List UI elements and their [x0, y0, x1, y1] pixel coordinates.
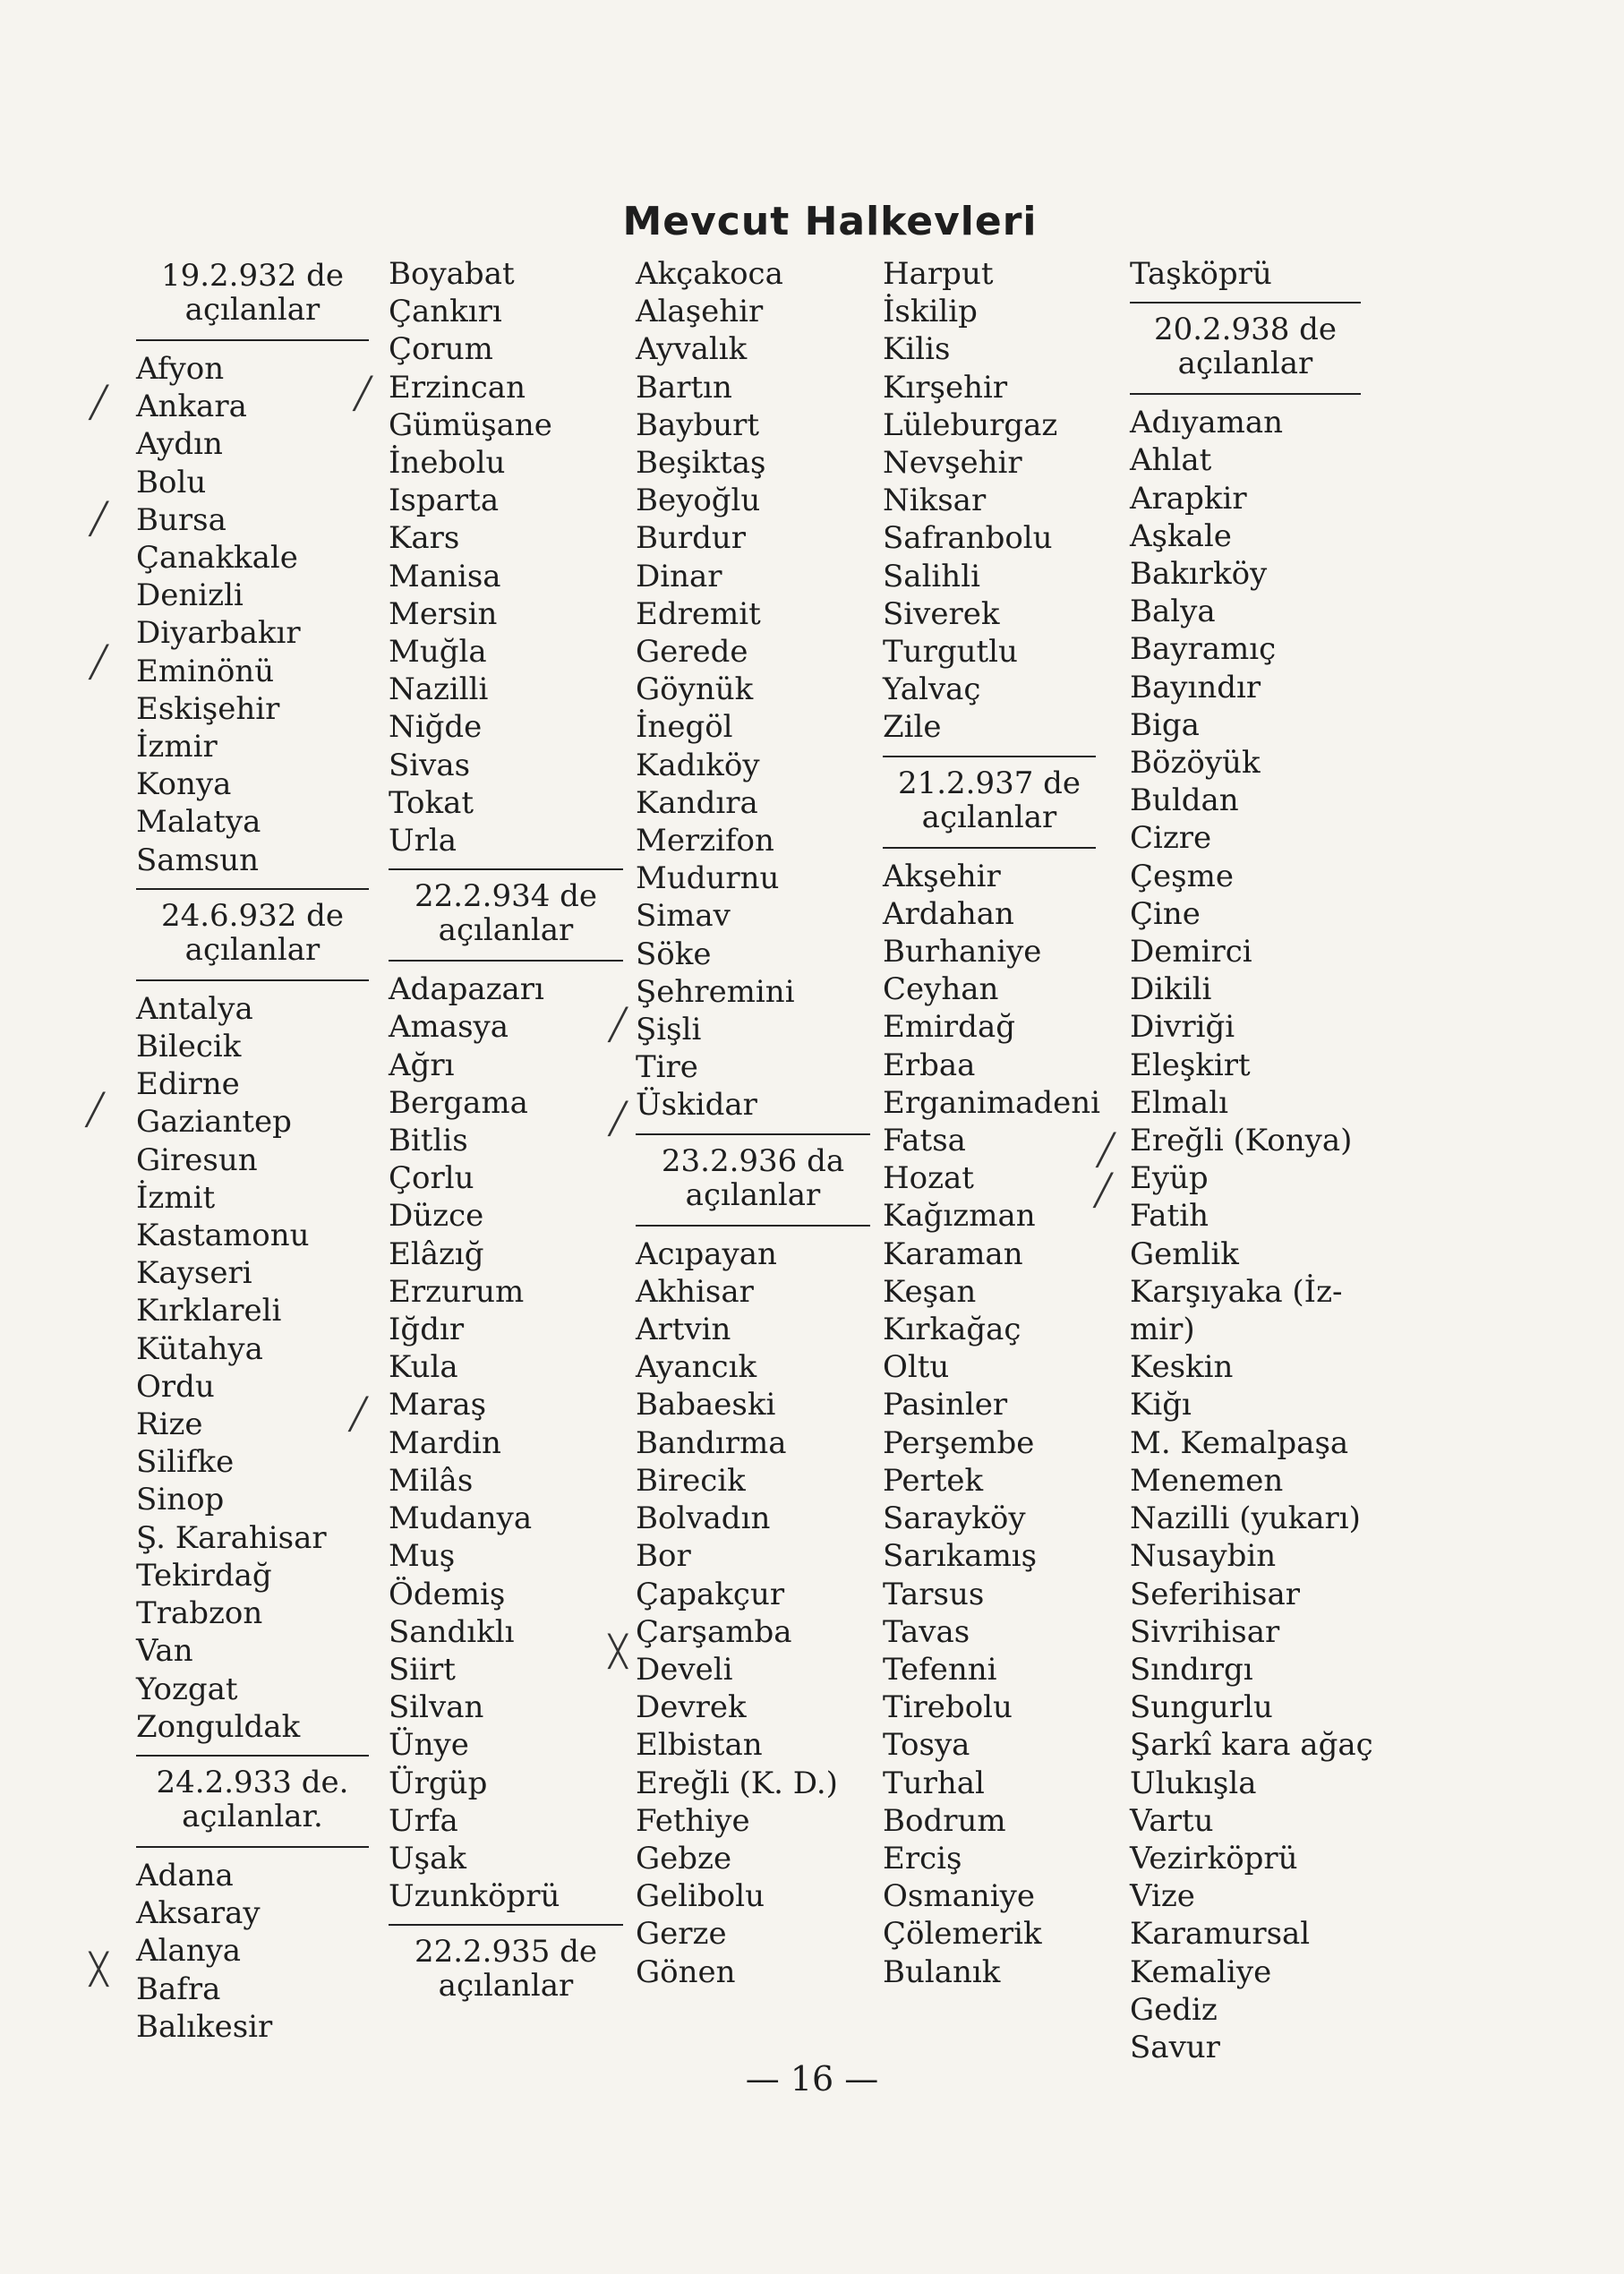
- city-item: Şişli: [636, 1012, 702, 1048]
- city-item: Keşan: [883, 1273, 977, 1310]
- city-item: Siverek: [883, 595, 1000, 632]
- city-item: Tosya: [883, 1727, 970, 1764]
- city-item: Siirt: [389, 1651, 456, 1688]
- city-item: Akhisar: [636, 1273, 754, 1310]
- divider-rule: [636, 1133, 870, 1135]
- city-item: Ardahan: [883, 895, 1014, 932]
- city-item: Elâzığ: [389, 1235, 484, 1272]
- pencil-check-mark: ╱: [90, 385, 108, 421]
- city-item: Lüleburgaz: [883, 406, 1058, 443]
- date-heading: açılanlar: [1177, 346, 1313, 382]
- city-item: Eyüp: [1130, 1160, 1209, 1197]
- city-item: Çanakkale: [136, 540, 298, 577]
- city-item: Eleşkirt: [1130, 1047, 1251, 1083]
- city-item: Gümüşane: [389, 406, 552, 443]
- city-item: Bodrum: [883, 1802, 1006, 1839]
- city-item: Fatih: [1130, 1198, 1209, 1235]
- city-item: Devrek: [636, 1689, 747, 1726]
- city-item: Oltu: [883, 1349, 950, 1386]
- city-item: Ulukışla: [1130, 1765, 1257, 1801]
- city-item: Develi: [636, 1651, 733, 1688]
- city-item: Safranbolu: [883, 520, 1053, 557]
- city-item: Çorlu: [389, 1160, 474, 1197]
- city-item: Biga: [1130, 706, 1200, 743]
- pencil-check-mark: ╱: [90, 501, 108, 537]
- city-item: Elbistan: [636, 1727, 763, 1764]
- city-item: Burhaniye: [883, 934, 1042, 970]
- column-5: [1130, 255, 1373, 2066]
- date-heading: 21.2.937 de: [897, 765, 1081, 801]
- divider-rule: [1130, 393, 1361, 395]
- city-item: Gaziantep: [136, 1104, 292, 1141]
- city-item: Uşak: [389, 1840, 466, 1876]
- pencil-check-mark: ╱: [86, 1092, 105, 1128]
- city-item: Malatya: [136, 804, 261, 841]
- date-heading: 22.2.935 de: [414, 1934, 598, 1971]
- city-item: Adıyaman: [1130, 405, 1284, 441]
- date-heading: 24.6.932 de: [160, 897, 345, 934]
- city-item: Mudanya: [389, 1500, 533, 1537]
- city-item: Ayancık: [636, 1349, 757, 1386]
- city-item: Osmaniye: [883, 1878, 1035, 1915]
- city-item: İzmir: [136, 729, 218, 765]
- city-item: Gerze: [636, 1916, 727, 1953]
- city-item: Edirne: [136, 1066, 240, 1103]
- city-item: Muğla: [389, 634, 487, 671]
- city-item: Çankırı: [389, 294, 502, 330]
- city-item: Pasinler: [883, 1387, 1008, 1423]
- pencil-check-mark: ╳: [609, 1634, 628, 1670]
- city-item: Kadıköy: [636, 747, 760, 783]
- city-item: Yozgat: [136, 1671, 238, 1707]
- city-item: Nazilli (yukarı): [1130, 1500, 1361, 1537]
- city-item: Akçakoca: [636, 256, 783, 292]
- city-item: Taşköprü: [1130, 256, 1272, 292]
- city-item: Emirdağ: [883, 1009, 1015, 1046]
- city-item: Çorum: [389, 331, 493, 368]
- city-item: Elmalı: [1130, 1084, 1228, 1121]
- city-item: Bolvadın: [636, 1500, 771, 1537]
- divider-rule: [636, 1225, 870, 1227]
- city-item: Gemlik: [1130, 1235, 1239, 1272]
- divider-rule: [136, 979, 369, 981]
- city-item: Çeşme: [1130, 858, 1234, 894]
- city-item: Rize: [136, 1406, 203, 1443]
- city-item: Bartın: [636, 369, 732, 406]
- city-item: Kastamonu: [136, 1218, 310, 1254]
- divider-rule: [389, 1924, 623, 1926]
- city-item: Adapazarı: [389, 971, 544, 1008]
- city-item: Kilis: [883, 331, 951, 368]
- city-item: Bor: [636, 1538, 691, 1575]
- city-item: Giresun: [136, 1141, 258, 1178]
- city-item: Bursa: [136, 501, 227, 538]
- city-item: Vezirköprü: [1130, 1840, 1298, 1876]
- pencil-check-mark: ╳: [90, 1952, 108, 1988]
- divider-rule: [136, 339, 369, 341]
- city-item: Amasya: [389, 1009, 509, 1046]
- city-item: Denizli: [136, 577, 244, 614]
- divider-rule: [389, 960, 623, 962]
- city-item: Tekirdağ: [136, 1557, 272, 1594]
- city-item: Ereğli (K. D.): [636, 1765, 838, 1801]
- city-item: İnegöl: [636, 709, 733, 746]
- city-item: Kırklareli: [136, 1293, 282, 1329]
- city-item: Bayındır: [1130, 669, 1261, 705]
- date-heading: 19.2.932 de: [160, 258, 345, 294]
- city-item: Edremit: [636, 595, 761, 632]
- city-item: Mersin: [389, 595, 498, 632]
- pencil-check-mark: ╱: [1097, 1133, 1115, 1168]
- city-item: Bilecik: [136, 1029, 242, 1065]
- city-item: Bulanık: [883, 1953, 1001, 1990]
- date-heading: açılanlar: [438, 912, 574, 949]
- city-item: Ankara: [136, 389, 247, 425]
- city-item: Sandıklı: [389, 1613, 515, 1650]
- city-item: Maraş: [389, 1387, 487, 1423]
- city-item: Turgutlu: [883, 634, 1018, 671]
- city-item: Trabzon: [136, 1595, 263, 1632]
- city-item: Yalvaç: [883, 671, 981, 708]
- city-item: Şehremini: [636, 973, 795, 1010]
- city-item: Üskidar: [636, 1087, 757, 1124]
- divider-rule: [883, 756, 1096, 757]
- city-item: Kandıra: [636, 784, 758, 821]
- city-item: Babaeski: [636, 1387, 776, 1423]
- city-item: Çine: [1130, 895, 1201, 932]
- city-item: Cizre: [1130, 820, 1212, 857]
- city-item: Göynük: [636, 671, 754, 708]
- city-item: Konya: [136, 766, 232, 803]
- city-item: Bözöyük: [1130, 745, 1261, 782]
- city-item: Ağrı: [389, 1047, 455, 1083]
- city-item: Niksar: [883, 483, 987, 519]
- city-item: Salihli: [883, 558, 980, 594]
- city-item: Seferihisar: [1130, 1576, 1300, 1612]
- date-heading: açılanlar: [184, 931, 321, 968]
- city-item: Silifke: [136, 1444, 235, 1481]
- city-item: Erzurum: [389, 1273, 525, 1310]
- city-item: Beyoğlu: [636, 483, 761, 519]
- city-item: Bergama: [389, 1084, 528, 1121]
- date-heading: açılanlar: [921, 799, 1057, 835]
- city-item: Kula: [389, 1349, 458, 1386]
- city-item: Gelibolu: [636, 1878, 765, 1915]
- city-item: Gediz: [1130, 1991, 1218, 2028]
- city-item: Buldan: [1130, 782, 1239, 819]
- city-item: Demirci: [1130, 934, 1252, 970]
- divider-rule: [1130, 302, 1361, 303]
- city-item: Erbaa: [883, 1047, 976, 1083]
- city-item: Ödemiş: [389, 1576, 506, 1612]
- city-item: Ereğli (Konya): [1130, 1123, 1353, 1159]
- city-item: Artvin: [636, 1312, 731, 1348]
- city-item: mir): [1130, 1312, 1195, 1348]
- date-heading: açılanlar: [438, 1968, 574, 2005]
- city-item: Şarkî kara ağaç: [1130, 1727, 1373, 1764]
- city-item: Pertek: [883, 1462, 984, 1499]
- city-item: Bolu: [136, 464, 207, 500]
- date-heading: 23.2.936 da: [661, 1142, 845, 1179]
- pencil-check-mark: ╱: [354, 376, 372, 412]
- date-heading: 24.2.933 de.: [156, 1764, 349, 1800]
- city-item: M. Kemalpaşa: [1130, 1424, 1349, 1461]
- city-item: Tirebolu: [883, 1689, 1013, 1726]
- city-item: Silvan: [389, 1689, 484, 1726]
- date-heading: 22.2.934 de: [414, 878, 598, 915]
- column-3: [636, 255, 870, 1991]
- city-item: Tokat: [389, 784, 474, 821]
- city-item: Sarayköy: [883, 1500, 1026, 1537]
- city-item: Muş: [389, 1538, 456, 1575]
- city-item: Erzincan: [389, 369, 526, 406]
- city-item: Sivrihisar: [1130, 1613, 1280, 1650]
- city-item: Ayvalık: [636, 331, 748, 368]
- city-item: Sındırgı: [1130, 1651, 1253, 1688]
- date-heading: 20.2.938 de: [1153, 312, 1338, 348]
- city-item: Nevşehir: [883, 445, 1022, 482]
- city-item: Kiğı: [1130, 1387, 1192, 1423]
- city-item: Harput: [883, 256, 994, 292]
- city-item: Iğdır: [389, 1312, 465, 1348]
- city-item: Menemen: [1130, 1462, 1284, 1499]
- city-item: Bitlis: [389, 1123, 468, 1159]
- city-item: Zonguldak: [136, 1708, 301, 1745]
- date-heading: açılanlar: [184, 292, 321, 328]
- city-item: Afyon: [136, 351, 225, 387]
- city-item: Gerede: [636, 634, 748, 671]
- city-item: Akşehir: [883, 858, 1001, 894]
- city-item: Milâs: [389, 1462, 474, 1499]
- column-4: [883, 255, 1101, 1991]
- city-item: Ordu: [136, 1368, 215, 1405]
- city-item: Çarşamba: [636, 1613, 792, 1650]
- city-item: Mardin: [389, 1424, 501, 1461]
- city-item: Adana: [136, 1857, 234, 1894]
- city-item: Burdur: [636, 520, 747, 557]
- city-item: Bandırma: [636, 1424, 787, 1461]
- city-item: Nazilli: [389, 671, 489, 708]
- city-item: Isparta: [389, 483, 500, 519]
- city-item: Aydın: [136, 426, 223, 463]
- city-item: Kemaliye: [1130, 1953, 1272, 1990]
- city-item: Erciş: [883, 1840, 962, 1876]
- page-title: Mevcut Halkevleri: [622, 199, 1038, 244]
- city-item: Aşkale: [1130, 517, 1232, 554]
- city-item: Kütahya: [136, 1330, 263, 1367]
- city-item: Niğde: [389, 709, 483, 746]
- city-item: Kağızman: [883, 1198, 1036, 1235]
- city-item: Düzce: [389, 1198, 484, 1235]
- city-item: Çapakçur: [636, 1576, 785, 1612]
- city-item: Eminönü: [136, 653, 275, 689]
- city-item: Acıpayan: [636, 1235, 777, 1272]
- city-item: Karaman: [883, 1235, 1023, 1272]
- city-item: Tavas: [883, 1613, 970, 1650]
- city-item: Bayburt: [636, 406, 760, 443]
- city-item: Perşembe: [883, 1424, 1035, 1461]
- city-item: Çölemerik: [883, 1916, 1042, 1953]
- city-item: Dikili: [1130, 971, 1212, 1008]
- city-item: Boyabat: [389, 256, 515, 292]
- city-item: Balıkesir: [136, 2008, 273, 2045]
- city-item: Söke: [636, 936, 712, 972]
- column-2: [389, 255, 623, 2015]
- city-item: Bayramıç: [1130, 631, 1277, 668]
- city-item: Merzifon: [636, 823, 774, 859]
- city-item: Birecik: [636, 1462, 746, 1499]
- city-item: Erganimadeni: [883, 1084, 1101, 1121]
- city-item: Urfa: [389, 1802, 458, 1839]
- date-heading: açılanlar.: [182, 1798, 323, 1834]
- pencil-check-mark: ╱: [349, 1397, 368, 1432]
- city-item: Samsun: [136, 842, 260, 878]
- pencil-check-mark: ╱: [609, 1101, 628, 1137]
- city-item: Sivas: [389, 747, 471, 783]
- column-1: [136, 255, 369, 2046]
- city-item: Fethiye: [636, 1802, 750, 1839]
- city-item: Manisa: [389, 558, 501, 594]
- city-item: Savur: [1130, 2029, 1220, 2065]
- page-number: — 16 —: [745, 2059, 879, 2099]
- city-item: Kayseri: [136, 1255, 252, 1292]
- city-item: Hozat: [883, 1160, 974, 1197]
- city-item: Alaşehir: [636, 294, 764, 330]
- city-item: Karamursal: [1130, 1916, 1311, 1953]
- city-item: Keskin: [1130, 1349, 1234, 1386]
- city-item: Sarıkamış: [883, 1538, 1038, 1575]
- city-item: Bakırköy: [1130, 556, 1268, 593]
- city-item: Beşiktaş: [636, 445, 766, 482]
- divider-rule: [136, 1755, 369, 1757]
- city-item: Ceyhan: [883, 971, 999, 1008]
- city-item: Turhal: [883, 1765, 985, 1801]
- city-item: Ürgüp: [389, 1765, 488, 1801]
- city-item: Mudurnu: [636, 860, 780, 897]
- city-item: Dinar: [636, 558, 722, 594]
- city-item: Vartu: [1130, 1802, 1214, 1839]
- city-item: Ş. Karahisar: [136, 1519, 327, 1556]
- city-item: Tire: [636, 1049, 698, 1086]
- city-item: Karşıyaka (İz-: [1130, 1273, 1343, 1310]
- city-item: İzmit: [136, 1179, 216, 1216]
- city-item: Gebze: [636, 1840, 732, 1876]
- city-item: Sinop: [136, 1482, 225, 1518]
- city-item: Zile: [883, 709, 942, 746]
- city-item: Uzunköprü: [389, 1878, 560, 1915]
- city-item: Balya: [1130, 594, 1216, 630]
- city-item: İskilip: [883, 294, 978, 330]
- city-item: Kars: [389, 520, 460, 557]
- city-item: Tarsus: [883, 1576, 985, 1612]
- date-heading: açılanlar: [685, 1176, 821, 1213]
- city-item: Urla: [389, 823, 457, 859]
- city-item: Tefenni: [883, 1651, 997, 1688]
- city-item: Sungurlu: [1130, 1689, 1273, 1726]
- city-item: Bafra: [136, 1971, 221, 2007]
- divider-rule: [883, 847, 1096, 849]
- city-item: Van: [136, 1633, 193, 1670]
- city-item: Kırkağaç: [883, 1312, 1021, 1348]
- city-item: Arapkir: [1130, 480, 1247, 517]
- city-item: Alanya: [136, 1933, 242, 1970]
- pencil-check-mark: ╱: [609, 1007, 628, 1043]
- city-item: Ahlat: [1130, 442, 1212, 479]
- city-item: İnebolu: [389, 445, 506, 482]
- divider-rule: [389, 868, 623, 870]
- pencil-check-mark: ╱: [1094, 1173, 1113, 1209]
- city-item: Antalya: [136, 990, 253, 1027]
- city-item: Vize: [1130, 1878, 1195, 1915]
- city-item: Eskişehir: [136, 690, 280, 727]
- city-item: Kırşehir: [883, 369, 1008, 406]
- city-item: Nusaybin: [1130, 1538, 1277, 1575]
- city-item: Fatsa: [883, 1123, 966, 1159]
- city-item: Simav: [636, 898, 731, 935]
- divider-rule: [136, 1846, 369, 1848]
- city-item: Aksaray: [136, 1895, 261, 1932]
- city-item: Gönen: [636, 1953, 736, 1990]
- city-item: Diyarbakır: [136, 615, 301, 652]
- city-item: Divriği: [1130, 1009, 1235, 1046]
- city-item: Ünye: [389, 1727, 469, 1764]
- pencil-check-mark: ╱: [90, 645, 108, 680]
- divider-rule: [136, 888, 369, 890]
